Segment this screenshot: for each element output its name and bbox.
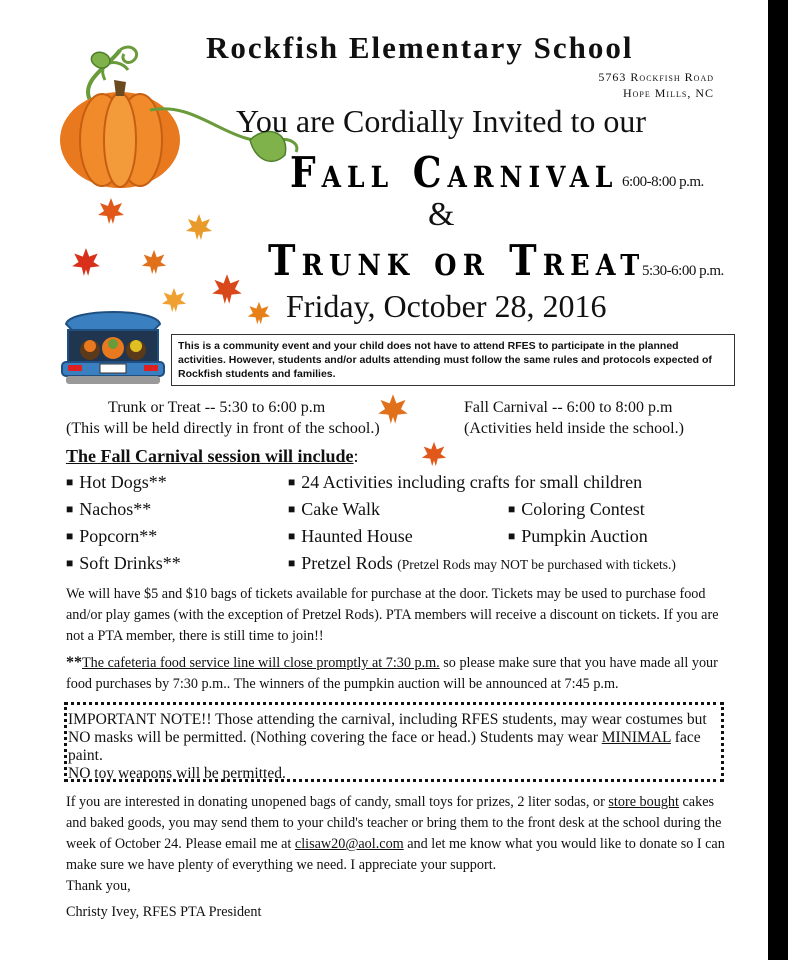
list-item: ■ Hot Dogs**	[66, 472, 167, 492]
ampersand: &	[428, 196, 455, 233]
schedule-left-note: (This will be held directly in front of the school.)	[66, 420, 380, 437]
bullet-icon: ■	[288, 556, 296, 570]
maple-leaf-icon	[246, 300, 272, 326]
bullet-icon: ■	[288, 475, 296, 489]
car-trunk-icon	[60, 304, 166, 390]
maple-leaf-icon	[210, 272, 244, 306]
list-item: ■ Coloring Contest	[508, 499, 645, 519]
list-item: ■ Pumpkin Auction	[508, 526, 648, 546]
important-note-border-left	[64, 702, 70, 782]
schedule-right-note: (Activities held inside the school.)	[464, 420, 684, 437]
includes-heading: The Fall Carnival session will include:	[66, 446, 359, 466]
invitation-line: You are Cordially Invited to our	[236, 103, 647, 139]
maple-leaf-icon	[140, 248, 168, 276]
list-item: ■ Cake Walk	[288, 499, 380, 519]
important-note-border-right	[721, 702, 727, 782]
tickets-paragraph: We will have $5 and $10 bags of tickets available for purchase at the door. Tickets may be used to purchase food and/or play games (with the exception of Pretzel Rods). PTA members will receive a discount on tickets. If you are not a PTA member, there is still time to join!!	[66, 586, 719, 644]
list-item: ■ Nachos**	[66, 499, 152, 519]
address-line-1: 5763 Rockfish Road	[598, 70, 714, 84]
school-name: Rockfish Elementary School	[206, 30, 634, 65]
trunk-or-treat-time: 5:30-6:00 p.m.	[642, 263, 724, 279]
bullet-icon: ■	[66, 556, 74, 570]
schedule-right-title: Fall Carnival -- 6:00 to 8:00 p.m	[464, 399, 673, 416]
important-note: IMPORTANT NOTE!! Those attending the carnival, including RFES students, may wear costumes but NO masks will be permitted. (Nothing covering the face or head.) Students may wear MINIMAL face paint. NO toy weapons will be permitted.	[64, 702, 724, 782]
donation-paragraph: If you are interested in donating unopened bags of candy, small toys for prizes, 2 liter sodas, or store bought cakes and baked goods, you may send them to your child's teacher or bring them to the front desk at the school during the week of October 24. Please email me at clisaw20@aol.com and let me know what you would like to donate so I can make sure we have plenty of everything we need. I appreciate your support.	[66, 794, 725, 873]
list-item: ■ Haunted House	[288, 526, 413, 546]
bullet-icon: ■	[66, 475, 74, 489]
bullet-icon: ■	[288, 502, 296, 516]
event-date: Friday, October 28, 2016	[286, 288, 607, 324]
maple-leaf-icon	[96, 196, 126, 226]
bullet-icon: ■	[66, 502, 74, 516]
fall-carnival-time: 6:00-8:00 p.m.	[622, 174, 704, 190]
signature: Christy Ivey, RFES PTA President	[66, 904, 262, 920]
schedule-left-title: Trunk or Treat -- 5:30 to 6:00 p.m	[108, 399, 326, 416]
address-line-2: Hope Mills, NC	[622, 86, 714, 100]
list-item: ■ Popcorn**	[66, 526, 158, 546]
closing-thanks: Thank you,	[66, 878, 131, 894]
maple-leaf-icon	[184, 212, 214, 242]
fall-carnival-title: Fall Carnival	[290, 148, 619, 197]
bullet-icon: ■	[288, 529, 296, 543]
list-item: ■ Pretzel Rods (Pretzel Rods may NOT be purchased with tickets.)	[288, 553, 676, 573]
cafeteria-paragraph: **The cafeteria food service line will close promptly at 7:30 p.m. so please make sure that you have made all your food purchases by 7:30 p.m.. The winners of the pumpkin auction will be announced at 7:45 p.m.	[66, 654, 718, 692]
maple-leaf-icon	[70, 246, 102, 278]
pretzel-note: (Pretzel Rods may NOT be purchased with tickets.)	[397, 557, 676, 572]
list-item: ■ 24 Activities including crafts for small children	[288, 472, 643, 492]
maple-leaf-icon	[376, 392, 410, 426]
maple-leaf-icon	[420, 440, 448, 468]
bullet-icon: ■	[508, 529, 516, 543]
trunk-or-treat-title: Trunk or Treat	[268, 236, 646, 285]
bullet-icon: ■	[508, 502, 516, 516]
bullet-icon: ■	[66, 529, 74, 543]
community-notice: This is a community event and your child does not have to attend RFES to participate in the planned activities. However, students and/or adults attending must follow the same rules and protocols expected of Rockfish students and families.	[171, 334, 735, 386]
list-item: ■ Soft Drinks**	[66, 553, 181, 573]
email-link[interactable]: clisaw20@aol.com	[294, 836, 404, 852]
